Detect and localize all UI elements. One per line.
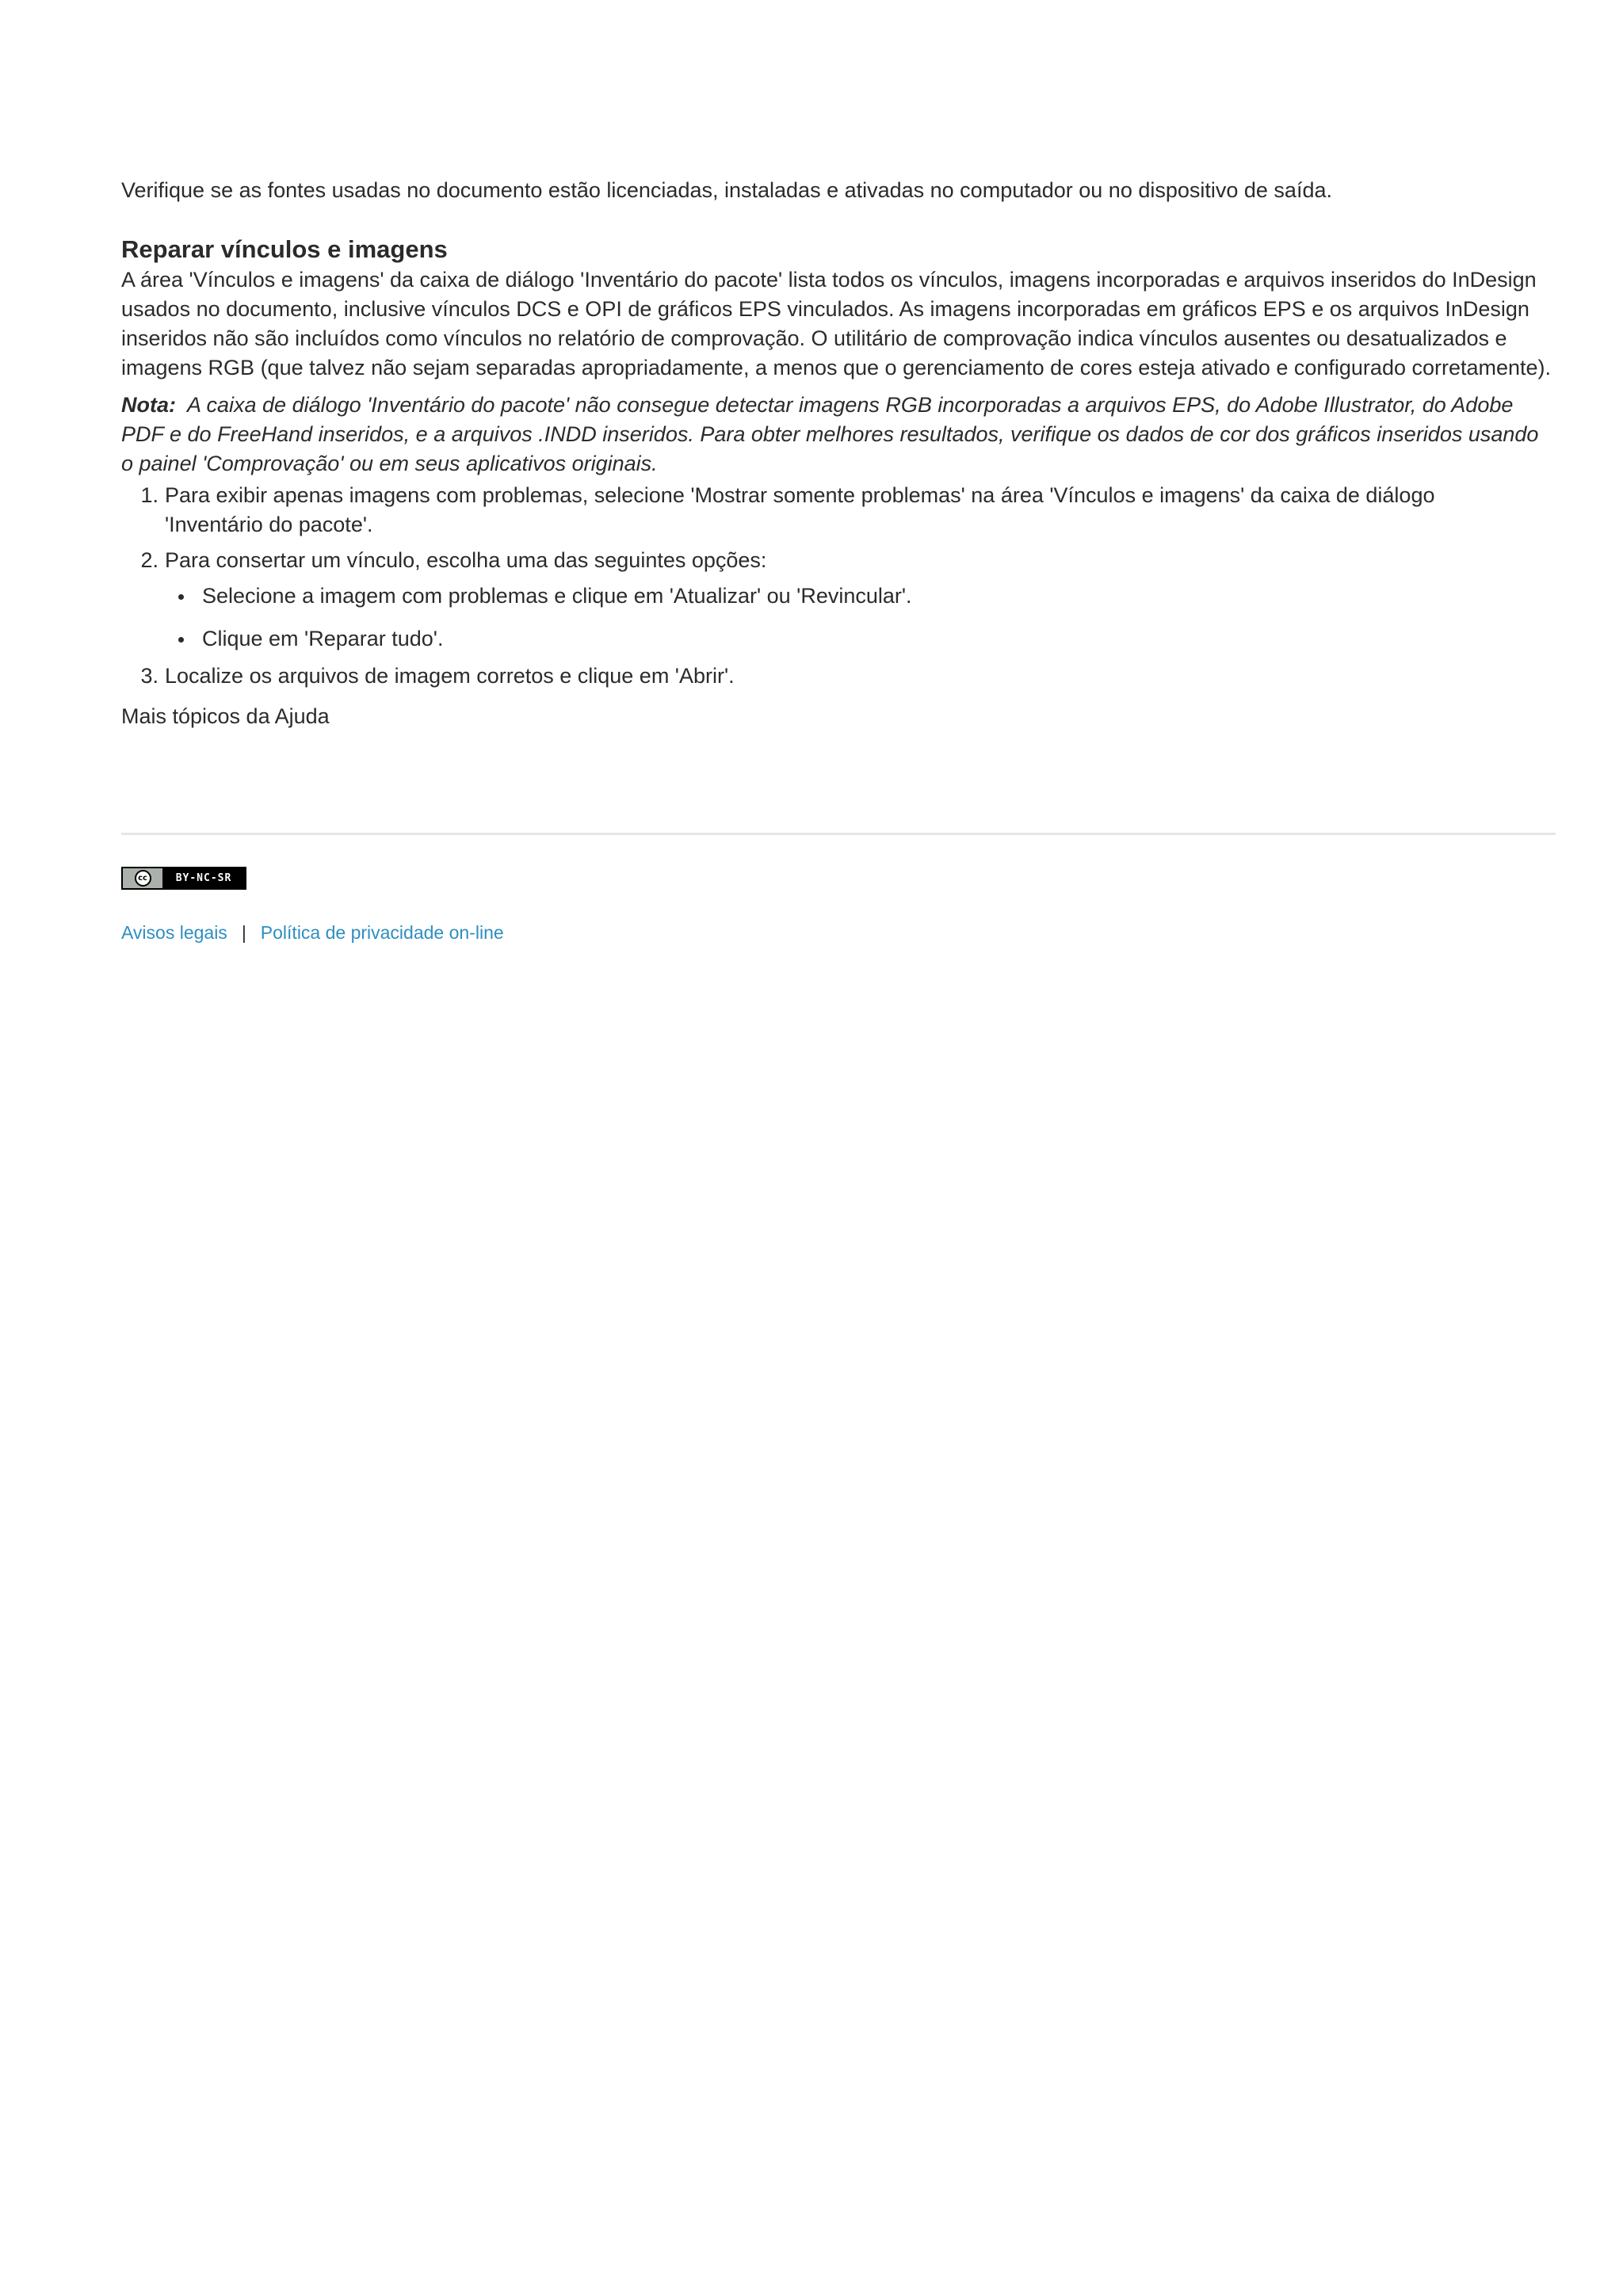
step-item — [165, 481, 1556, 540]
step-text: Localize os arquivos de imagem corretos e clique em 'Abrir'. — [165, 664, 735, 688]
options-list — [165, 582, 1461, 654]
step-item — [165, 662, 1556, 691]
document-content — [121, 176, 1556, 731]
steps-list — [121, 481, 1556, 691]
step-text: Para exibir apenas imagens com problemas, selecione 'Mostrar somente problemas' na área 'Vínculos e imagens' da caixa de diálogo 'Inventário do pacote'. — [165, 483, 1435, 536]
footer-separator: | — [241, 922, 246, 943]
step-item — [165, 546, 1556, 654]
more-help-topics: Mais tópicos da Ajuda — [121, 704, 330, 728]
section-body: A área 'Vínculos e imagens' da caixa de diálogo 'Inventário do pacote' lista todos os vínculos, imagens incorporadas e arquivos inseridos do InDesign usados no documento, inclusive vínculos DCS e OPI de gráficos EPS vinculados. As imagens incorporadas em gráficos EPS e os arquivos InDesign inseridos não são incluídos como vínculos no relatório de comprovação. O utilitário de comprovação indica vínculos ausentes ou desatualizados e imagens RGB (que talvez não sejam separadas apropriadamente, a menos que o gerenciamento de cores esteja ativado e configurado corretamente). — [121, 268, 1552, 379]
footer-links — [121, 921, 504, 944]
license-terms: BY-NC-SR — [175, 872, 232, 884]
step-text: Para consertar um vínculo, escolha uma das seguintes opções: — [165, 548, 767, 572]
option-text: Clique em 'Reparar tudo'. — [202, 627, 444, 650]
footer-divider — [121, 833, 1556, 835]
legal-notices-link[interactable]: Avisos legais — [121, 922, 227, 943]
note-text: A caixa de diálogo 'Inventário do pacote' não consegue detectar imagens RGB incorporadas a arquivos EPS, do Adobe Illustrator, do Adobe PDF e do FreeHand inseridos, e a arquivos .INDD inseridos. Para obter melhores resultados, verifique os dados de cor dos gráficos inseridos usando o painel 'Comprovação' ou em seus aplicativos originais. — [121, 393, 1539, 475]
option-item — [202, 582, 1461, 611]
intro-paragraph: Verifique se as fontes usadas no documento estão licenciadas, instaladas e ativadas no computador ou no dispositivo de saída. — [121, 178, 1332, 202]
option-text: Selecione a imagem com problemas e clique em 'Atualizar' ou 'Revincular'. — [202, 584, 912, 608]
privacy-policy-link[interactable]: Política de privacidade on-line — [260, 922, 504, 943]
option-item — [202, 624, 1461, 654]
note-label: Nota: — [121, 393, 176, 417]
note — [121, 391, 1556, 479]
cc-circle-icon: cc — [135, 870, 151, 887]
section-title: Reparar vínculos e imagens — [121, 235, 448, 263]
cc-license-badge[interactable] — [121, 867, 246, 890]
cc-logo-icon — [123, 868, 162, 888]
